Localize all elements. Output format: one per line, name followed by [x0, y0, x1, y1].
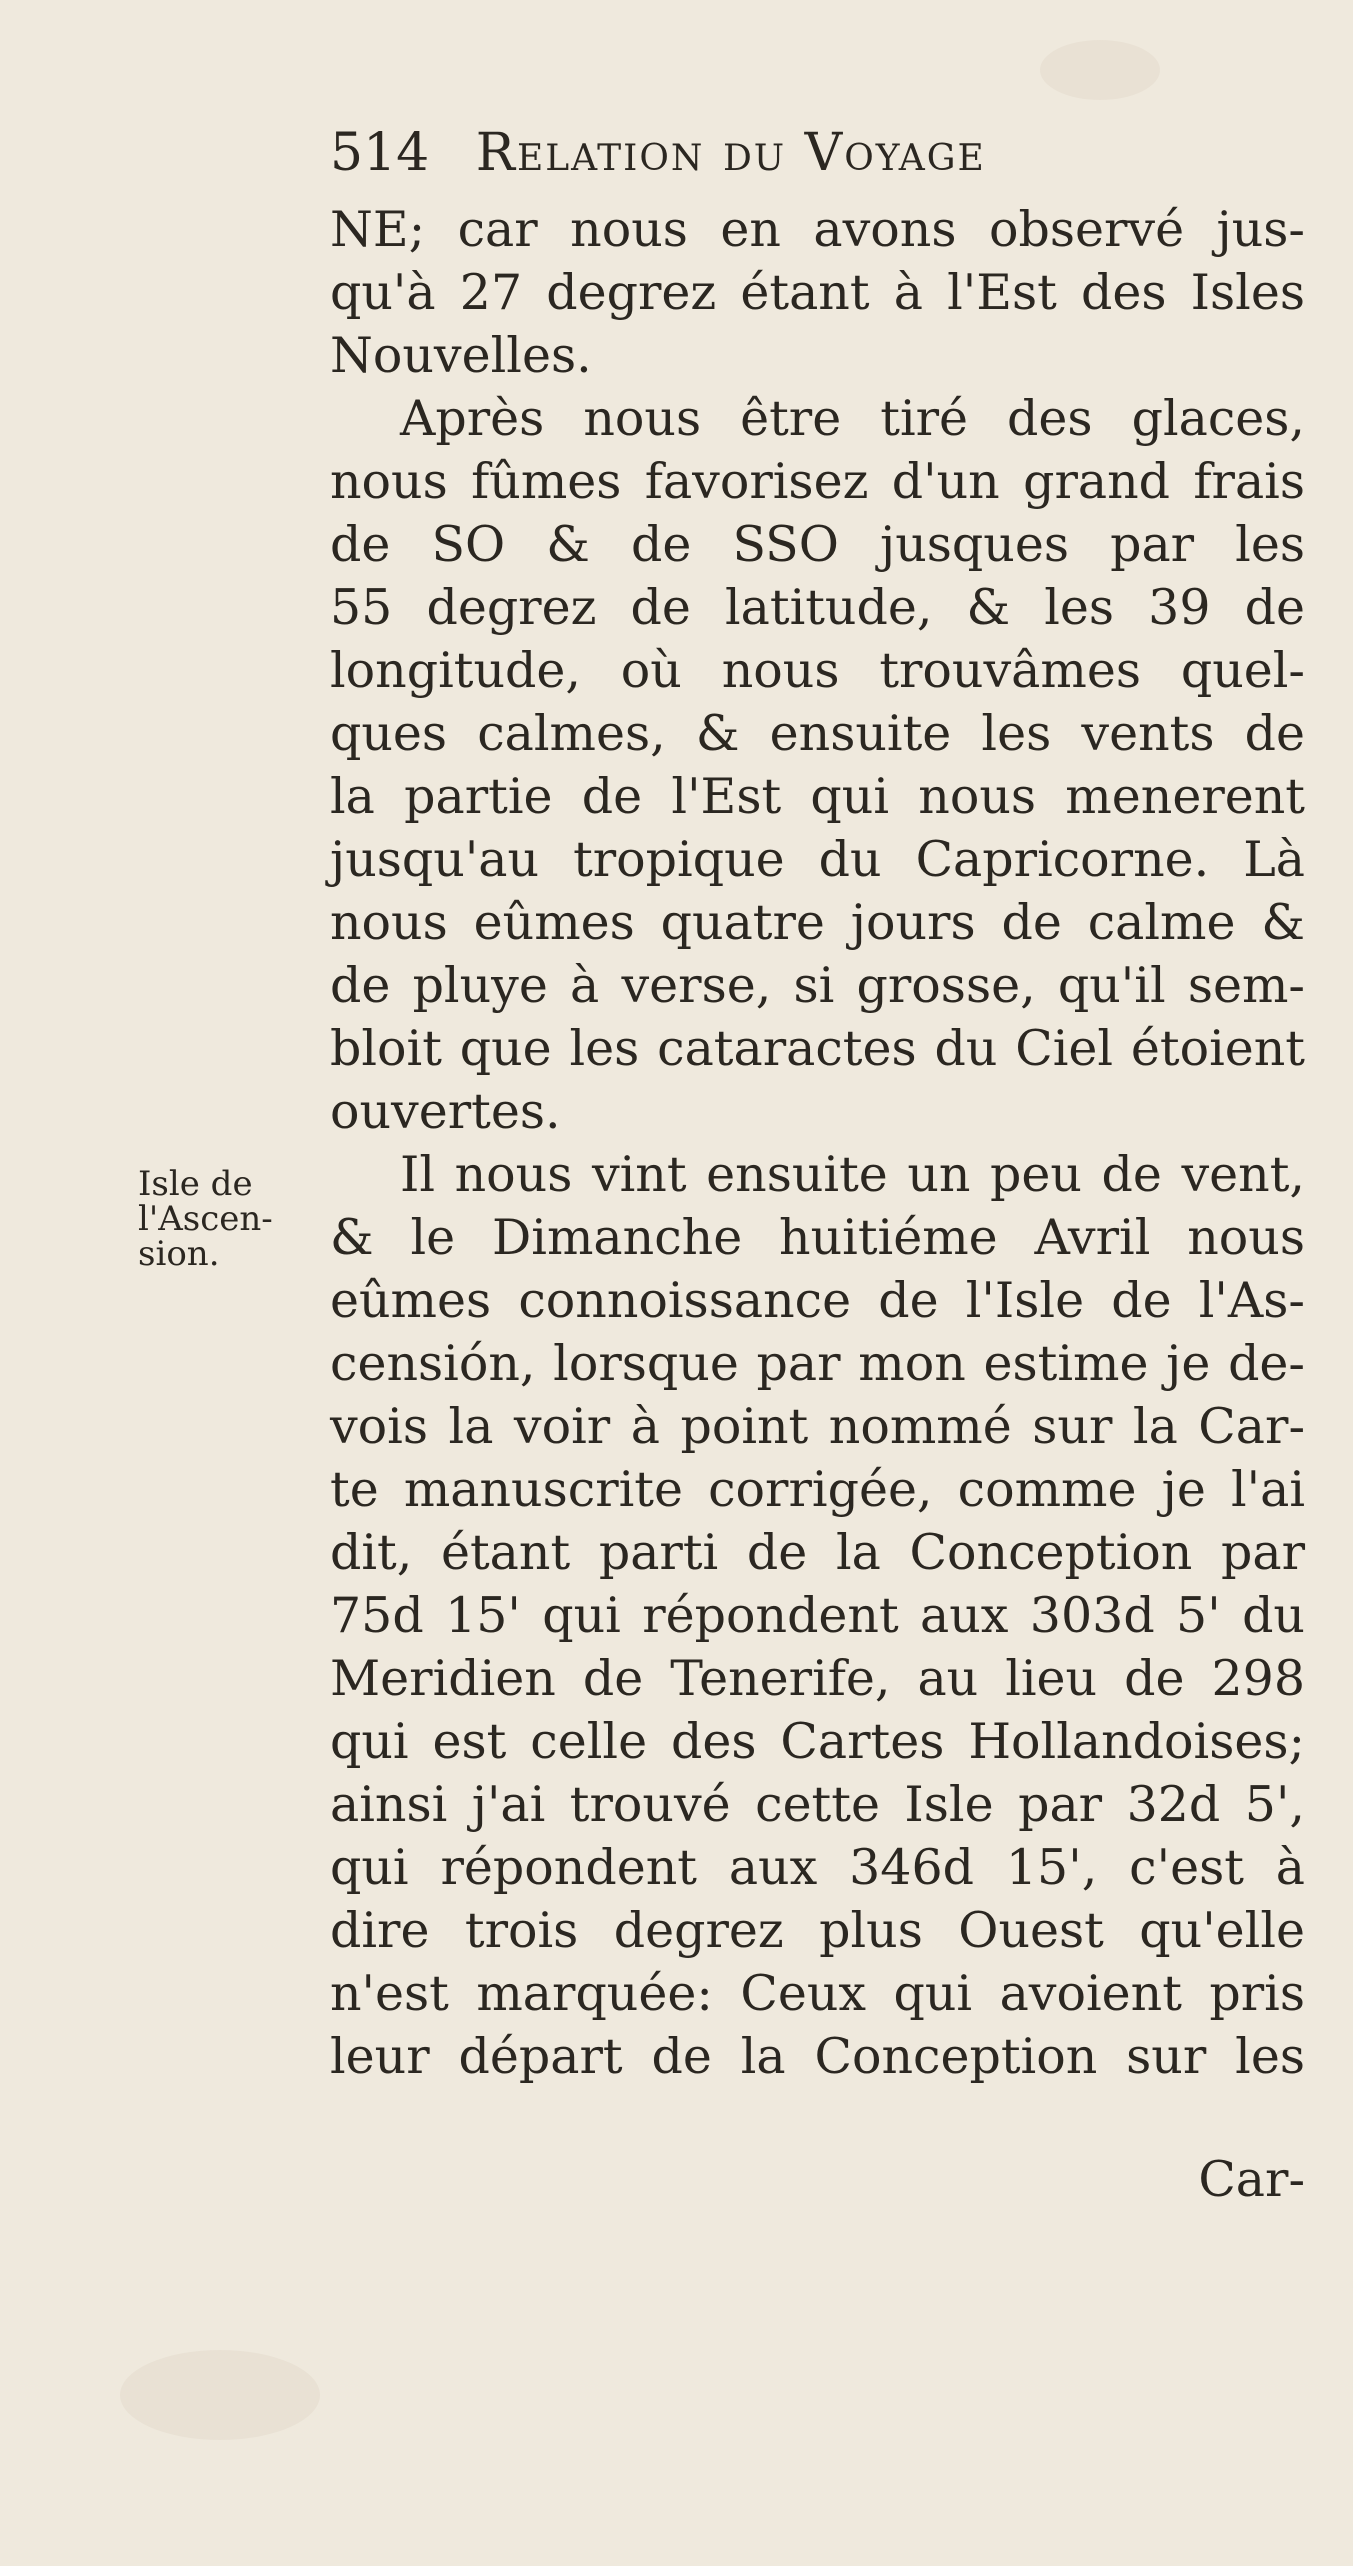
- text-line: de SO & de SSO jusques par les: [330, 516, 1305, 573]
- text-line: 55 degrez de latitude, & les 39 de: [330, 579, 1305, 636]
- margin-note-line: l'Ascen-: [138, 1199, 273, 1239]
- margin-note-line: sion.: [138, 1234, 220, 1274]
- text-line: eûmes connoissance de l'Isle de l'As-: [330, 1272, 1305, 1329]
- text-line: Meridien de Tenerife, au lieu de 298: [330, 1650, 1305, 1707]
- text-line: nous eûmes quatre jours de calme &: [330, 894, 1305, 951]
- text-line: dit, étant parti de la Conception par: [330, 1524, 1305, 1581]
- running-head: [330, 118, 1210, 188]
- text-line: Après nous être tiré des glaces,: [400, 390, 1305, 447]
- text-line: ouvertes.: [330, 1083, 561, 1140]
- paper-stain: [120, 2350, 320, 2440]
- paper-stain: [1040, 40, 1160, 100]
- text-line: Il nous vint ensuite un peu de vent,: [400, 1146, 1305, 1203]
- text-line: te manuscrite corrigée, comme je l'ai: [330, 1461, 1305, 1518]
- text-line: & le Dimanche huitiéme Avril nous: [330, 1209, 1305, 1266]
- text-line: n'est marquée: Ceux qui avoient pris: [330, 1965, 1305, 2022]
- text-line: nous fûmes favorisez d'un grand frais: [330, 453, 1305, 510]
- text-line: vois la voir à point nommé sur la Car-: [330, 1398, 1305, 1455]
- margin-note-line: Isle de: [138, 1164, 253, 1204]
- text-line: NE; car nous en avons observé jus-: [330, 201, 1305, 258]
- catchword: Car-: [1198, 2151, 1305, 2208]
- margin-note: [138, 1164, 318, 1274]
- text-line: ainsi j'ai trouvé cette Isle par 32d 5',: [330, 1776, 1305, 1833]
- text-line: qui répondent aux 346d 15', c'est à: [330, 1839, 1305, 1896]
- text-line: ques calmes, & ensuite les vents de: [330, 705, 1305, 762]
- text-line: dire trois degrez plus Ouest qu'elle: [330, 1902, 1305, 1959]
- text-line: Nouvelles.: [330, 327, 592, 384]
- text-line: bloit que les cataractes du Ciel étoient: [330, 1020, 1305, 1077]
- text-line: qui est celle des Cartes Hollandoises;: [330, 1713, 1305, 1770]
- text-line: qu'à 27 degrez étant à l'Est des Isles: [330, 264, 1305, 321]
- text-line: la partie de l'Est qui nous menerent: [330, 768, 1305, 825]
- page-number: 514: [330, 123, 430, 183]
- body-text: [330, 198, 1305, 2088]
- running-head-title: Relation du Voyage: [475, 123, 986, 183]
- text-line: 75d 15' qui répondent aux 303d 5' du: [330, 1587, 1305, 1644]
- text-line: censión, lorsque par mon estime je de-: [330, 1335, 1305, 1392]
- text-line: leur départ de la Conception sur les: [330, 2028, 1305, 2085]
- text-line: de pluye à verse, si grosse, qu'il sem-: [330, 957, 1305, 1014]
- text-line: longitude, où nous trouvâmes quel-: [330, 642, 1305, 699]
- text-line: jusqu'au tropique du Capricorne. Là: [330, 831, 1305, 888]
